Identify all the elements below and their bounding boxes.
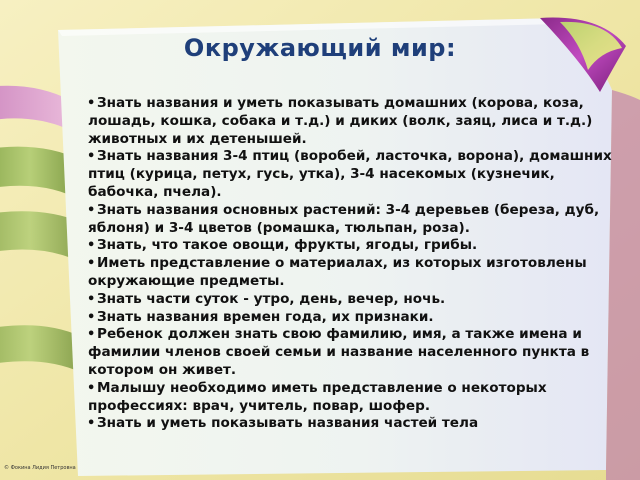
bullet-dot: • [87,309,96,325]
bullet-item [88,415,618,433]
bullet-text: Знать, что такое овощи, фрукты, ягоды, грибы. [97,237,478,254]
bullet-dot: • [87,416,96,432]
bullet-text: Ребенок должен знать свою фамилию, имя, а также имена и фамилии членов своей семьи и название населенного пункта в котором он живет. [88,326,590,378]
bullet-text: Знать части суток - утро, день, вечер, ночь. [97,290,446,307]
bullet-dot: • [87,96,96,111]
bullet-dot: • [87,291,96,307]
bullet-item [88,326,618,379]
bullet-text: Знать названия основных растений: 3-4 деревьев (береза, дуб, яблоня) и 3-4 цветов (ромашка, тюльпан, роза). [88,201,600,236]
slide-title: Окружающий мир: [183,34,457,62]
bullet-text: Знать и уметь показывать названия частей тела [97,415,479,432]
bullet-text: Знать названия времен года, их признаки. [97,308,434,325]
bullet-dot: • [87,256,96,272]
copyright-text: © Фокина Лидия Петровна [4,465,76,471]
bullet-item [88,255,618,291]
bullet-dot: • [87,380,96,396]
bullet-item [88,309,618,327]
bullet-dot: • [87,327,96,343]
bullet-list [88,95,618,433]
bullet-text: Иметь представление о материалах, из которых изготовлены окружающие предметы. [88,255,587,289]
bullet-item [88,237,618,255]
bullet-text: Знать названия и уметь показывать домашних (корова, коза, лошадь, кошка, собака и т.д.) и диких (волк, заяц, лиса и т.д.) животных и их детенышей. [88,95,593,147]
bullet-item [88,380,618,416]
bullet-dot: • [87,238,96,254]
bullet-item [88,148,618,201]
bullet-item [88,202,618,238]
bullet-dot: • [87,202,96,218]
bullet-item [88,291,618,309]
bullet-text: Малышу необходимо иметь представление о некоторых профессиях: врач, учитель, повар, шофер. [88,379,547,414]
bullet-item [88,95,618,148]
bullet-dot: • [87,149,96,165]
bullet-text: Знать названия 3-4 птиц (воробей, ласточка, ворона), домашних птиц (курица, петух, гусь, утка), 3-4 насекомых (кузнечик, бабочка, пчела). [88,148,612,200]
